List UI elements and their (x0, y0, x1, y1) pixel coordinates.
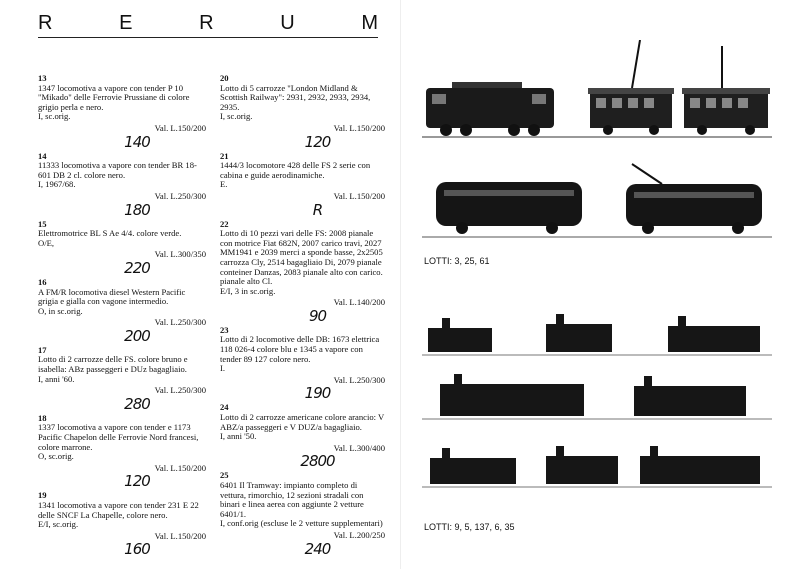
lot-entry (38, 414, 206, 490)
lot-estimate: Val. L.250/300 (154, 190, 206, 201)
lot-details: I, 1967/68. (38, 179, 76, 190)
lot-description: Elettromotrice BL S Ae 4/4. colore verde. (38, 228, 182, 239)
lot-estimate: Val. L.150/200 (333, 190, 385, 201)
lot-description: 6401 Il Tramway: impianto completo di vettura, rimorchio, 12 sezioni stradali con binari e linea aerea con aggiunte 2 vetture 6401/1. (220, 480, 364, 519)
lot-description: Lotto di 2 carrozze delle FS. colore bruno e isabella: ABz passeggeri e DUz bagagliaio. (38, 354, 188, 375)
header-letter: U (280, 12, 295, 34)
photo-tram-set-top (422, 40, 772, 140)
lot-entry (38, 74, 206, 150)
lot-estimate: Val. L.150/200 (154, 122, 206, 133)
handwritten-price: 160 (124, 540, 150, 559)
lot-estimate: Val. L.150/200 (333, 122, 385, 133)
lot-details: I, anni '60. (38, 373, 75, 384)
lot-entry (38, 278, 206, 344)
lot-description: A FM/R locomotiva diesel Western Pacific grigia e gialla con vagone intermedio. (38, 286, 186, 307)
lot-estimate: Val. L.200/250 (333, 529, 385, 540)
lot-number: 14 (38, 150, 47, 161)
header-rule (38, 37, 378, 38)
handwritten-price: 220 (124, 258, 150, 277)
lot-number: 20 (220, 73, 229, 83)
lot-estimate: Val. L.150/200 (154, 462, 206, 473)
photo-electric-cars (422, 150, 772, 240)
lot-details: I, conf.orig (escluse le 2 vetture supplementari) (220, 518, 383, 529)
lot-entry (38, 220, 206, 276)
lot-description: 1347 locomotiva a vapore con tender P 10 "Mikado" delle Ferrovie Prussiane di colore grigio perla e nero. (38, 82, 190, 112)
photo-caption-top: LOTTI: 3, 25, 61 (424, 256, 490, 266)
page-gutter (400, 0, 401, 569)
lot-details: O, sc.orig. (38, 451, 74, 462)
lot-entry (38, 152, 206, 218)
lot-number: 21 (220, 150, 229, 161)
lot-estimate: Val. L.150/200 (154, 530, 206, 541)
lot-estimate: Val. L.300/400 (333, 442, 385, 453)
lot-entry (220, 326, 385, 402)
lot-description: 1444/3 locomotore 428 delle FS 2 serie con cabina e guide aerodinamiche. (220, 160, 371, 180)
lot-estimate: Val. L.250/300 (154, 385, 206, 396)
page-header (38, 12, 378, 36)
lots-column-right (220, 74, 385, 559)
lot-number: 13 (38, 73, 47, 83)
lot-entry (38, 346, 206, 412)
lot-number: 19 (38, 490, 47, 501)
handwritten-price: 2800 (300, 452, 335, 471)
lot-description: Lotto di 2 carrozze americane colore arancio: V ABZ/a passeggeri e V DUZ/a bagagliaio. (220, 412, 385, 432)
handwritten-price: 280 (124, 394, 150, 413)
lot-details: I, sc.orig. (38, 111, 71, 122)
lot-estimate: Val. L.300/350 (154, 249, 206, 260)
handwritten-price: 180 (124, 200, 150, 219)
lot-description: 1341 locomotiva a vapore con tender 231 E 22 delle SNCF La Chapelle, colore nero. (38, 500, 199, 520)
handwritten-price: 190 (304, 384, 331, 403)
handwritten-price: 120 (304, 132, 331, 151)
lot-description: 1337 locomotiva a vapore con tender e 1173 Pacific Chapelon delle Ferrovie Nord francesi, colore marrone. (38, 422, 199, 452)
lot-entry (220, 471, 385, 556)
lot-description: 11333 locomotiva a vapore con tender BR 18-601 DB 2 cl. colore nero. (38, 160, 197, 180)
lot-details: O, in sc.orig. (38, 305, 83, 316)
handwritten-price: 90 (308, 306, 327, 325)
lot-entry (220, 74, 385, 150)
lot-entry (220, 403, 385, 469)
lot-estimate: Val. L.250/300 (333, 374, 385, 385)
lot-number: 18 (38, 412, 47, 423)
lot-number: 25 (220, 470, 229, 481)
lot-entry (220, 152, 385, 218)
lot-entry (220, 220, 385, 324)
lot-details: I. (220, 363, 226, 374)
header-letter: E (119, 12, 133, 34)
photo-caption-bottom: LOTTI: 9, 5, 137, 6, 35 (424, 522, 515, 532)
lot-details: I, anni '50. (220, 431, 257, 442)
lot-description: Lotto di 2 locomotive delle DB: 1673 elettrica 118 026-4 colore blu e 1345 a vapore con tender 89 127 colore nero. (220, 334, 380, 364)
lot-details: E/I, sc.orig. (38, 519, 79, 530)
handwritten-price: R (312, 200, 323, 219)
lot-estimate: Val. L.250/300 (154, 317, 206, 328)
lot-number: 16 (38, 276, 47, 287)
lot-details: O/E, (38, 237, 54, 248)
lot-number: 23 (220, 324, 229, 335)
lot-description: Lotto di 10 pezzi vari delle FS: 2008 pianale con motrice Fiat 682N, 2007 carico travi, 2027 MM1941 e 2039 merci a sponde basse, 2x2505 carrozza Cly, 2514 bagagliaio Di, 2079 pianale conteiner Danzas, 2083 pianale alto con carico. pianale alto Cl. (220, 228, 383, 287)
handwritten-price: 240 (304, 539, 331, 558)
photo-steam-locomotives (422, 310, 772, 500)
handwritten-price: 120 (124, 472, 150, 491)
lot-estimate: Val. L.140/200 (333, 297, 385, 308)
lot-details: I, sc.orig. (220, 111, 253, 122)
lot-number: 22 (220, 218, 229, 229)
lot-details: E/I, 3 in sc.orig. (220, 285, 276, 296)
handwritten-price: 200 (124, 326, 150, 345)
lot-entry (38, 491, 206, 557)
lot-number: 24 (220, 402, 229, 413)
lots-column-left (38, 74, 206, 559)
lot-number: 15 (38, 218, 47, 229)
lot-description: Lotto di 5 carrozze "London Midland & Scottish Railway": 2931, 2932, 2933, 2934, 2935. (220, 82, 371, 112)
header-letter: R (199, 12, 214, 34)
header-letter: M (361, 12, 378, 34)
handwritten-price: 140 (124, 132, 150, 151)
header-letter: R (38, 12, 53, 34)
lot-details: E. (220, 179, 228, 190)
lot-number: 17 (38, 344, 47, 355)
